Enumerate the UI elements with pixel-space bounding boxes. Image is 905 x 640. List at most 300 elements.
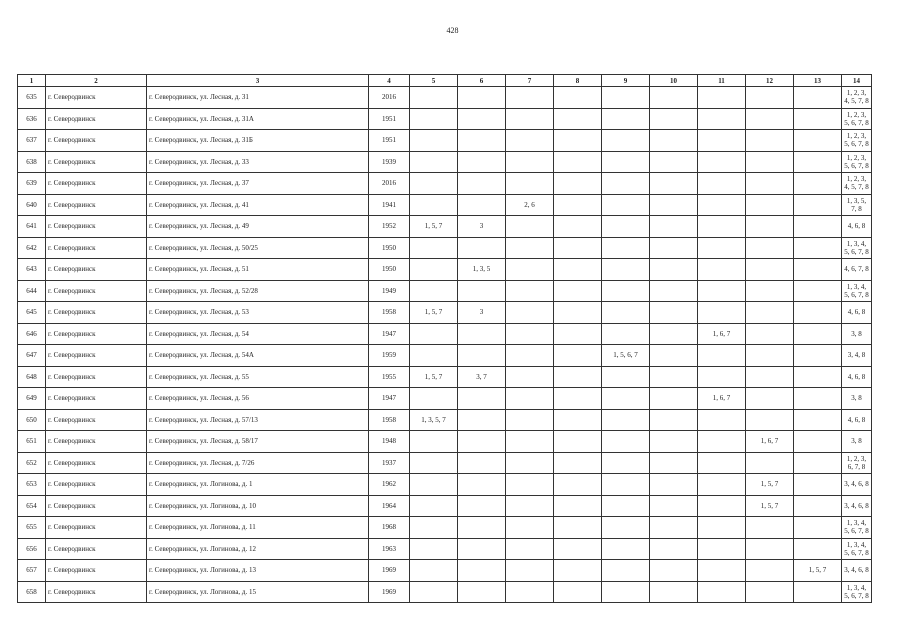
cell-col-11: [698, 259, 746, 281]
cell-col-6: [458, 237, 506, 259]
cell-col-4: 1947: [369, 388, 410, 410]
column-header-3: 3: [147, 75, 369, 87]
cell-col-13: [794, 87, 842, 109]
cell-col-14: 1, 2, 3, 4, 5, 7, 8: [842, 87, 872, 109]
cell-col-1: 656: [18, 538, 46, 560]
cell-col-14: 3, 8: [842, 388, 872, 410]
cell-col-13: [794, 302, 842, 324]
column-header-10: 10: [650, 75, 698, 87]
cell-col-9: [602, 431, 650, 453]
cell-col-5: 1, 5, 7: [410, 302, 458, 324]
cell-col-6: [458, 495, 506, 517]
cell-col-9: [602, 130, 650, 152]
cell-col-2: г. Северодвинск: [46, 581, 147, 603]
cell-col-7: [506, 216, 554, 238]
table-row: [18, 237, 872, 259]
cell-col-4: 1959: [369, 345, 410, 367]
cell-col-8: [554, 431, 602, 453]
cell-col-14: 4, 6, 8: [842, 302, 872, 324]
cell-col-12: 1, 6, 7: [746, 431, 794, 453]
cell-col-5: [410, 495, 458, 517]
cell-col-9: [602, 366, 650, 388]
cell-col-11: [698, 495, 746, 517]
cell-col-4: 2016: [369, 87, 410, 109]
cell-col-12: [746, 130, 794, 152]
cell-col-1: 657: [18, 560, 46, 582]
cell-col-4: 1962: [369, 474, 410, 496]
table-row: [18, 87, 872, 109]
cell-col-8: [554, 409, 602, 431]
cell-col-12: [746, 237, 794, 259]
cell-col-8: [554, 388, 602, 410]
cell-col-6: 3: [458, 302, 506, 324]
cell-col-2: г. Северодвинск: [46, 108, 147, 130]
cell-col-9: [602, 173, 650, 195]
cell-col-8: [554, 108, 602, 130]
cell-col-13: [794, 237, 842, 259]
cell-col-9: [602, 151, 650, 173]
cell-col-10: [650, 388, 698, 410]
cell-col-7: [506, 495, 554, 517]
cell-col-1: 648: [18, 366, 46, 388]
cell-col-10: [650, 237, 698, 259]
cell-col-5: [410, 173, 458, 195]
table-row: [18, 431, 872, 453]
cell-col-10: [650, 409, 698, 431]
cell-col-7: [506, 388, 554, 410]
table-row: [18, 409, 872, 431]
table-row: [18, 323, 872, 345]
cell-col-1: 638: [18, 151, 46, 173]
cell-col-7: [506, 108, 554, 130]
cell-col-9: [602, 409, 650, 431]
cell-col-7: [506, 302, 554, 324]
cell-col-13: [794, 431, 842, 453]
cell-col-2: г. Северодвинск: [46, 452, 147, 474]
cell-col-9: [602, 538, 650, 560]
cell-col-6: [458, 581, 506, 603]
cell-col-12: [746, 560, 794, 582]
cell-col-14: 4, 6, 7, 8: [842, 259, 872, 281]
cell-col-6: [458, 409, 506, 431]
cell-col-5: 1, 3, 5, 7: [410, 409, 458, 431]
cell-col-10: [650, 108, 698, 130]
cell-col-11: [698, 87, 746, 109]
cell-col-5: [410, 345, 458, 367]
page-number: 428: [446, 26, 459, 35]
cell-col-3: г. Северодвинск, ул. Лесная, д. 52/28: [147, 280, 369, 302]
cell-col-10: [650, 323, 698, 345]
cell-col-12: [746, 388, 794, 410]
cell-col-5: [410, 431, 458, 453]
cell-col-14: 3, 8: [842, 323, 872, 345]
table-row: [18, 495, 872, 517]
cell-col-5: [410, 388, 458, 410]
cell-col-2: г. Северодвинск: [46, 216, 147, 238]
cell-col-13: [794, 323, 842, 345]
cell-col-12: [746, 108, 794, 130]
table-row: [18, 581, 872, 603]
cell-col-10: [650, 495, 698, 517]
cell-col-7: [506, 474, 554, 496]
cell-col-4: 1951: [369, 130, 410, 152]
cell-col-1: 644: [18, 280, 46, 302]
cell-col-8: [554, 130, 602, 152]
cell-col-13: [794, 130, 842, 152]
cell-col-14: 1, 3, 4, 5, 6, 7, 8: [842, 517, 872, 539]
cell-col-7: [506, 323, 554, 345]
cell-col-11: [698, 108, 746, 130]
cell-col-4: 1941: [369, 194, 410, 216]
cell-col-2: г. Северодвинск: [46, 517, 147, 539]
column-header-4: 4: [369, 75, 410, 87]
cell-col-7: [506, 173, 554, 195]
cell-col-2: г. Северодвинск: [46, 194, 147, 216]
cell-col-9: [602, 108, 650, 130]
cell-col-3: г. Северодвинск, ул. Логинова, д. 15: [147, 581, 369, 603]
cell-col-8: [554, 366, 602, 388]
cell-col-8: [554, 560, 602, 582]
cell-col-9: [602, 581, 650, 603]
cell-col-8: [554, 216, 602, 238]
cell-col-4: 1964: [369, 495, 410, 517]
cell-col-10: [650, 151, 698, 173]
cell-col-6: [458, 173, 506, 195]
cell-col-11: [698, 302, 746, 324]
cell-col-11: 1, 6, 7: [698, 323, 746, 345]
cell-col-9: 1, 5, 6, 7: [602, 345, 650, 367]
cell-col-7: [506, 366, 554, 388]
cell-col-12: [746, 581, 794, 603]
cell-col-2: г. Северодвинск: [46, 345, 147, 367]
cell-col-8: [554, 151, 602, 173]
cell-col-3: г. Северодвинск, ул. Лесная, д. 50/25: [147, 237, 369, 259]
cell-col-2: г. Северодвинск: [46, 474, 147, 496]
cell-col-4: 1948: [369, 431, 410, 453]
cell-col-3: г. Северодвинск, ул. Лесная, д. 55: [147, 366, 369, 388]
cell-col-14: 4, 6, 8: [842, 216, 872, 238]
cell-col-11: [698, 237, 746, 259]
cell-col-10: [650, 366, 698, 388]
cell-col-2: г. Северодвинск: [46, 130, 147, 152]
cell-col-2: г. Северодвинск: [46, 323, 147, 345]
cell-col-9: [602, 474, 650, 496]
cell-col-4: 1950: [369, 237, 410, 259]
cell-col-2: г. Северодвинск: [46, 173, 147, 195]
cell-col-11: [698, 409, 746, 431]
cell-col-6: 3, 7: [458, 366, 506, 388]
cell-col-13: 1, 5, 7: [794, 560, 842, 582]
cell-col-1: 650: [18, 409, 46, 431]
cell-col-13: [794, 345, 842, 367]
cell-col-3: г. Северодвинск, ул. Лесная, д. 31Б: [147, 130, 369, 152]
cell-col-3: г. Северодвинск, ул. Лесная, д. 33: [147, 151, 369, 173]
cell-col-13: [794, 538, 842, 560]
cell-col-14: 1, 3, 4, 5, 6, 7, 8: [842, 538, 872, 560]
cell-col-9: [602, 280, 650, 302]
cell-col-7: [506, 130, 554, 152]
cell-col-8: [554, 302, 602, 324]
cell-col-4: 1937: [369, 452, 410, 474]
cell-col-3: г. Северодвинск, ул. Лесная, д. 31А: [147, 108, 369, 130]
cell-col-1: 652: [18, 452, 46, 474]
cell-col-1: 658: [18, 581, 46, 603]
cell-col-10: [650, 87, 698, 109]
cell-col-10: [650, 431, 698, 453]
cell-col-1: 647: [18, 345, 46, 367]
cell-col-11: [698, 151, 746, 173]
cell-col-8: [554, 323, 602, 345]
column-header-11: 11: [698, 75, 746, 87]
cell-col-11: [698, 194, 746, 216]
table-row: [18, 538, 872, 560]
cell-col-3: г. Северодвинск, ул. Лесная, д. 31: [147, 87, 369, 109]
cell-col-9: [602, 452, 650, 474]
table-row: [18, 130, 872, 152]
cell-col-2: г. Северодвинск: [46, 495, 147, 517]
cell-col-9: [602, 87, 650, 109]
cell-col-1: 653: [18, 474, 46, 496]
cell-col-5: [410, 581, 458, 603]
cell-col-12: [746, 194, 794, 216]
cell-col-1: 639: [18, 173, 46, 195]
cell-col-5: [410, 194, 458, 216]
cell-col-5: [410, 108, 458, 130]
cell-col-13: [794, 366, 842, 388]
cell-col-2: г. Северодвинск: [46, 151, 147, 173]
cell-col-8: [554, 345, 602, 367]
cell-col-7: [506, 581, 554, 603]
cell-col-12: [746, 323, 794, 345]
cell-col-4: 1969: [369, 581, 410, 603]
cell-col-2: г. Северодвинск: [46, 560, 147, 582]
cell-col-9: [602, 560, 650, 582]
cell-col-14: 1, 3, 4, 5, 6, 7, 8: [842, 237, 872, 259]
cell-col-3: г. Северодвинск, ул. Логинова, д. 11: [147, 517, 369, 539]
cell-col-3: г. Северодвинск, ул. Лесная, д. 7/26: [147, 452, 369, 474]
cell-col-7: [506, 538, 554, 560]
cell-col-12: [746, 280, 794, 302]
table-row: [18, 280, 872, 302]
cell-col-3: г. Северодвинск, ул. Лесная, д. 41: [147, 194, 369, 216]
cell-col-1: 646: [18, 323, 46, 345]
cell-col-3: г. Северодвинск, ул. Лесная, д. 58/17: [147, 431, 369, 453]
cell-col-11: [698, 517, 746, 539]
cell-col-4: 1955: [369, 366, 410, 388]
cell-col-8: [554, 259, 602, 281]
cell-col-5: [410, 151, 458, 173]
cell-col-4: 1939: [369, 151, 410, 173]
cell-col-10: [650, 345, 698, 367]
table-row: [18, 216, 872, 238]
cell-col-12: [746, 173, 794, 195]
cell-col-7: [506, 517, 554, 539]
table-row: [18, 194, 872, 216]
cell-col-10: [650, 130, 698, 152]
cell-col-12: [746, 259, 794, 281]
cell-col-14: 1, 2, 3, 5, 6, 7, 8: [842, 151, 872, 173]
cell-col-13: [794, 280, 842, 302]
cell-col-2: г. Северодвинск: [46, 409, 147, 431]
cell-col-9: [602, 495, 650, 517]
cell-col-10: [650, 517, 698, 539]
address-register-table: [17, 74, 872, 603]
cell-col-1: 654: [18, 495, 46, 517]
cell-col-3: г. Северодвинск, ул. Лесная, д. 53: [147, 302, 369, 324]
cell-col-12: [746, 302, 794, 324]
cell-col-13: [794, 108, 842, 130]
cell-col-14: 1, 2, 3, 6, 7, 8: [842, 452, 872, 474]
cell-col-8: [554, 194, 602, 216]
table-body: [18, 87, 872, 603]
cell-col-6: 3: [458, 216, 506, 238]
cell-col-11: [698, 173, 746, 195]
table-row: [18, 173, 872, 195]
cell-col-14: 1, 3, 5, 7, 8: [842, 194, 872, 216]
cell-col-12: [746, 345, 794, 367]
cell-col-3: г. Северодвинск, ул. Лесная, д. 51: [147, 259, 369, 281]
table-row: [18, 108, 872, 130]
cell-col-1: 637: [18, 130, 46, 152]
cell-col-1: 655: [18, 517, 46, 539]
cell-col-7: [506, 345, 554, 367]
cell-col-11: 1, 6, 7: [698, 388, 746, 410]
table-row: [18, 517, 872, 539]
cell-col-4: 2016: [369, 173, 410, 195]
table-row: [18, 560, 872, 582]
table-row: [18, 452, 872, 474]
cell-col-14: 4, 6, 8: [842, 366, 872, 388]
cell-col-9: [602, 517, 650, 539]
cell-col-9: [602, 259, 650, 281]
cell-col-2: г. Северодвинск: [46, 87, 147, 109]
cell-col-1: 645: [18, 302, 46, 324]
cell-col-7: [506, 431, 554, 453]
cell-col-7: [506, 259, 554, 281]
cell-col-3: г. Северодвинск, ул. Логинова, д. 12: [147, 538, 369, 560]
cell-col-4: 1947: [369, 323, 410, 345]
cell-col-8: [554, 280, 602, 302]
cell-col-13: [794, 388, 842, 410]
cell-col-13: [794, 517, 842, 539]
cell-col-14: 4, 6, 8: [842, 409, 872, 431]
table-row: [18, 474, 872, 496]
cell-col-5: [410, 452, 458, 474]
table-row: [18, 345, 872, 367]
cell-col-13: [794, 452, 842, 474]
cell-col-9: [602, 388, 650, 410]
cell-col-6: [458, 388, 506, 410]
cell-col-3: г. Северодвинск, ул. Лесная, д. 56: [147, 388, 369, 410]
cell-col-12: [746, 538, 794, 560]
cell-col-5: [410, 259, 458, 281]
cell-col-12: [746, 517, 794, 539]
cell-col-1: 651: [18, 431, 46, 453]
cell-col-7: [506, 151, 554, 173]
cell-col-5: [410, 130, 458, 152]
cell-col-8: [554, 581, 602, 603]
cell-col-13: [794, 216, 842, 238]
cell-col-13: [794, 194, 842, 216]
cell-col-12: [746, 87, 794, 109]
cell-col-10: [650, 581, 698, 603]
cell-col-2: г. Северодвинск: [46, 538, 147, 560]
cell-col-6: [458, 517, 506, 539]
cell-col-14: 3, 4, 6, 8: [842, 495, 872, 517]
cell-col-7: [506, 409, 554, 431]
cell-col-8: [554, 495, 602, 517]
table-row: [18, 366, 872, 388]
cell-col-9: [602, 302, 650, 324]
cell-col-3: г. Северодвинск, ул. Лесная, д. 54: [147, 323, 369, 345]
cell-col-6: [458, 474, 506, 496]
cell-col-10: [650, 452, 698, 474]
cell-col-14: 3, 4, 6, 8: [842, 474, 872, 496]
cell-col-5: 1, 5, 7: [410, 216, 458, 238]
cell-col-9: [602, 323, 650, 345]
cell-col-9: [602, 194, 650, 216]
table-row: [18, 388, 872, 410]
cell-col-2: г. Северодвинск: [46, 431, 147, 453]
cell-col-12: 1, 5, 7: [746, 474, 794, 496]
cell-col-2: г. Северодвинск: [46, 302, 147, 324]
column-header-8: 8: [554, 75, 602, 87]
cell-col-4: 1968: [369, 517, 410, 539]
table-row: [18, 151, 872, 173]
cell-col-1: 643: [18, 259, 46, 281]
cell-col-6: [458, 194, 506, 216]
cell-col-4: 1950: [369, 259, 410, 281]
column-header-14: 14: [842, 75, 872, 87]
cell-col-3: г. Северодвинск, ул. Логинова, д. 1: [147, 474, 369, 496]
cell-col-14: 1, 2, 3, 5, 6, 7, 8: [842, 108, 872, 130]
cell-col-7: [506, 280, 554, 302]
cell-col-10: [650, 194, 698, 216]
cell-col-14: 3, 4, 8: [842, 345, 872, 367]
cell-col-10: [650, 216, 698, 238]
cell-col-5: 1, 5, 7: [410, 366, 458, 388]
cell-col-1: 635: [18, 87, 46, 109]
cell-col-6: 1, 3, 5: [458, 259, 506, 281]
cell-col-6: [458, 151, 506, 173]
cell-col-11: [698, 431, 746, 453]
cell-col-13: [794, 151, 842, 173]
column-header-7: 7: [506, 75, 554, 87]
cell-col-11: [698, 345, 746, 367]
cell-col-5: [410, 280, 458, 302]
cell-col-4: 1951: [369, 108, 410, 130]
cell-col-6: [458, 280, 506, 302]
cell-col-6: [458, 560, 506, 582]
cell-col-2: г. Северодвинск: [46, 388, 147, 410]
cell-col-11: [698, 130, 746, 152]
cell-col-13: [794, 581, 842, 603]
cell-col-11: [698, 474, 746, 496]
cell-col-7: [506, 87, 554, 109]
cell-col-4: 1958: [369, 302, 410, 324]
cell-col-8: [554, 452, 602, 474]
cell-col-6: [458, 108, 506, 130]
cell-col-7: [506, 237, 554, 259]
cell-col-3: г. Северодвинск, ул. Лесная, д. 49: [147, 216, 369, 238]
cell-col-7: [506, 452, 554, 474]
cell-col-5: [410, 87, 458, 109]
cell-col-12: [746, 366, 794, 388]
cell-col-4: 1952: [369, 216, 410, 238]
column-header-13: 13: [794, 75, 842, 87]
cell-col-11: [698, 452, 746, 474]
cell-col-6: [458, 87, 506, 109]
